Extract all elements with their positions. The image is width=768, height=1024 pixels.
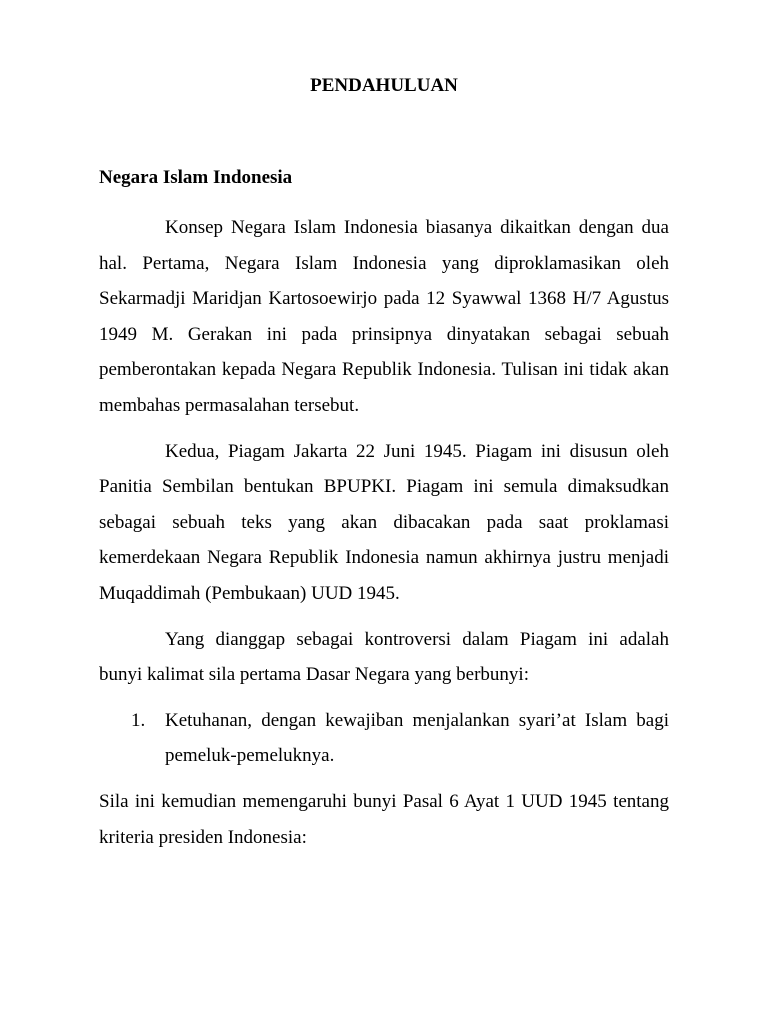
list-item: [99, 703, 669, 774]
list-item-number: 1.: [131, 709, 146, 731]
page-title: PENDAHULUAN: [310, 75, 458, 96]
list-item-text: Ketuhanan, dengan kewajiban menjalankan syari’at Islam bagi pemeluk-pemeluknya.: [165, 709, 669, 767]
numbered-list: [99, 703, 669, 774]
section-heading: Negara Islam Indonesia: [99, 167, 293, 188]
document-body: [99, 166, 669, 855]
closing-paragraph: Sila ini kemudian memengaruhi bunyi Pasal 6 Ayat 1 UUD 1945 tentang kriteria presiden Indonesia:: [99, 790, 669, 848]
paragraph-second: Kedua, Piagam Jakarta 22 Juni 1945. Piagam ini disusun oleh Panitia Sembilan bentukan BPUPKI. Piagam ini semula dimaksudkan sebagai sebuah teks yang akan dibacakan pada saat proklamasi kemerdekaan Negara Republik Indonesia namun akhirnya justru menjadi Muqaddimah (Pembukaan) UUD 1945.: [99, 440, 669, 604]
paragraph-first: Konsep Negara Islam Indonesia biasanya dikaitkan dengan dua hal. Pertama, Negara Islam Indonesia yang diproklamasikan oleh Sekarmadji Maridjan Kartosoewirjo pada 12 Syawwal 1368 H/7 Agustus 1949 M. Gerakan ini pada prinsipnya dinyatakan sebagai sebuah pemberontakan kepada Negara Republik Indonesia. Tulisan ini tidak akan membahas permasalahan tersebut.: [99, 217, 669, 416]
paragraph-third: Yang dianggap sebagai kontroversi dalam Piagam ini adalah bunyi kalimat sila pertama Dasar Negara yang berbunyi:: [99, 628, 669, 686]
